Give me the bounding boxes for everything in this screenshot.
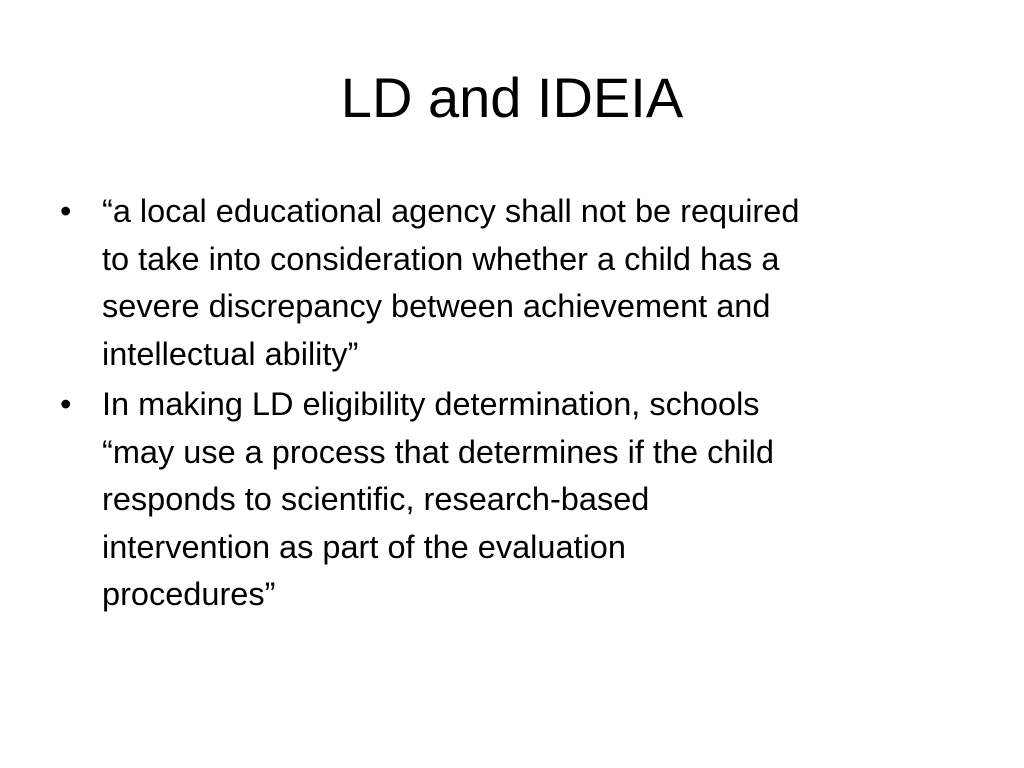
bullet-dot-icon: • — [60, 193, 72, 229]
bullet-text — [102, 381, 970, 619]
bullet-text — [102, 188, 970, 378]
bullet-item — [60, 381, 970, 619]
bullet-line: intellectual ability” — [102, 335, 359, 372]
bullet-line: severe discrepancy between achievement and — [102, 288, 771, 324]
bullet-line: intervention as part of the evaluation — [102, 528, 626, 565]
bullet-line: procedures” — [102, 576, 276, 612]
bullet-line: to take into consideration whether a child has a — [102, 240, 780, 277]
slide-title: LD and IDEIA — [340, 66, 684, 129]
bullet-dot-icon: • — [60, 386, 72, 422]
bullet-line: In making LD eligibility determination, schools — [102, 386, 760, 422]
bullet-list — [60, 188, 970, 622]
bullet-line: “may use a process that determines if the child — [102, 433, 774, 470]
bullet-item — [60, 188, 970, 378]
bullet-line: “a local educational agency shall not be required — [102, 193, 800, 229]
bullet-line: responds to scientific, research-based — [102, 481, 650, 517]
